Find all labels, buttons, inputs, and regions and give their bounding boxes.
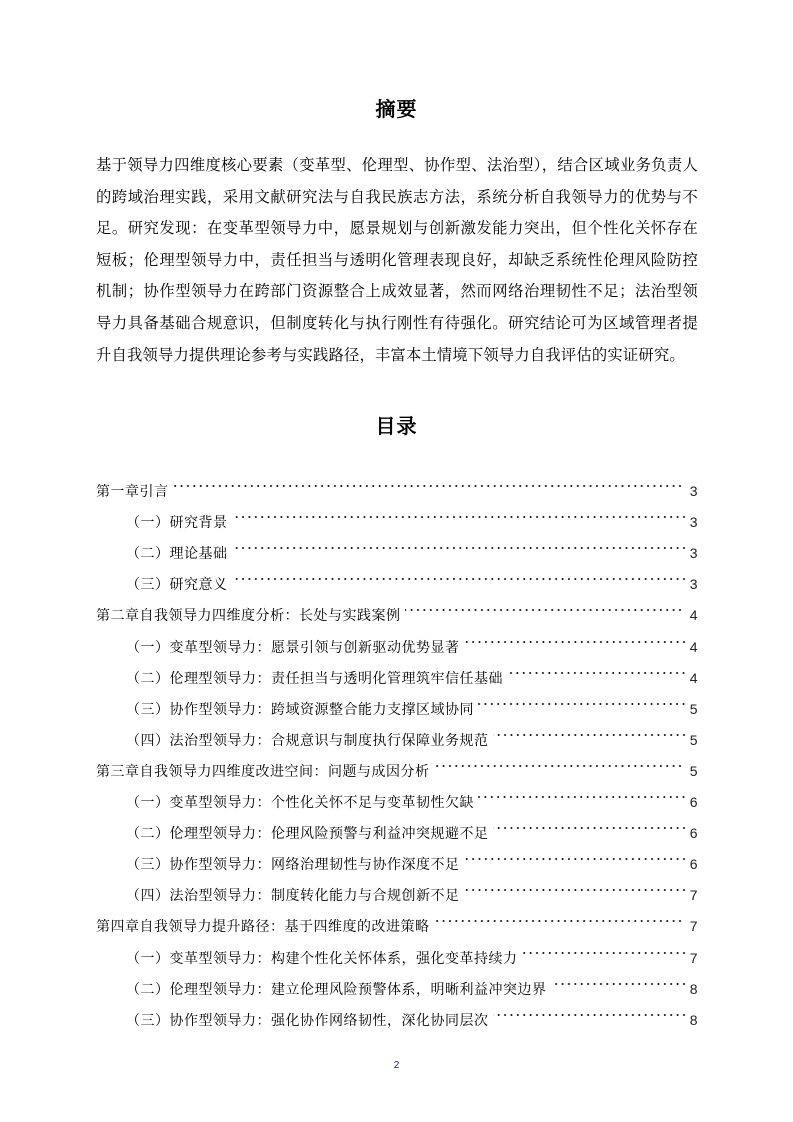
toc-entry-page: 3 bbox=[689, 514, 698, 531]
toc-leader-dots bbox=[232, 558, 687, 589]
toc-entry[interactable] bbox=[96, 496, 698, 532]
toc-entry-page: 5 bbox=[689, 731, 698, 748]
toc-leader-dots bbox=[464, 838, 687, 869]
toc-leader-dots bbox=[464, 869, 687, 900]
toc-entry-page: 3 bbox=[689, 576, 698, 593]
toc-entry-label: （二）理论基础 bbox=[126, 546, 228, 563]
toc-leader-dots bbox=[434, 745, 683, 776]
toc-entry-label: （一）变革型领导力：个性化关怀不足与变革韧性欠缺 bbox=[126, 795, 474, 812]
toc-entry-page: 5 bbox=[689, 700, 698, 717]
toc-leader-dots bbox=[232, 496, 687, 527]
toc-entry-label: （三）协作型领导力：网络治理韧性与协作深度不足 bbox=[126, 857, 460, 874]
toc-entry-page: 3 bbox=[689, 545, 698, 562]
toc-entry-label: （一）变革型领导力：愿景引领与创新驱动优势显著 bbox=[126, 639, 460, 656]
toc-leader-dots bbox=[507, 652, 687, 683]
toc-entry-page: 6 bbox=[689, 825, 698, 842]
toc-entry-label: （三）协作型领导力：强化协作网络韧性，深化协同层次 bbox=[126, 1012, 489, 1029]
toc-leader-dots bbox=[464, 620, 687, 651]
toc-leader-dots bbox=[493, 807, 687, 838]
toc-entry-label: 第二章自我领导力四维度分析：长处与实践案例 bbox=[96, 608, 401, 625]
toc-entry-label: （三）研究意义 bbox=[126, 577, 228, 594]
toc-leader-dots bbox=[522, 931, 687, 962]
toc-leader-dots bbox=[478, 683, 687, 714]
table-of-contents bbox=[96, 465, 698, 1029]
toc-entry-page: 7 bbox=[689, 918, 698, 935]
toc-entry-label: 第一章引言 bbox=[96, 484, 169, 501]
abstract-body: 基于领导力四维度核心要素（变革型、伦理型、协作型、法治型），结合区域业务负责人的跨域治理实践，采用文献研究法与自我民族志方法，系统分析自我领导力的优势与不足。研究发现：在变革型领导力中，愿景规划与创新激发能力突出，但个性化关怀存在短板；伦理型领导力中，责任担当与透明化管理表现良好，却缺乏系统性伦理风险防控机制；协作型领导力在跨部门资源整合上成效显著，然而网络治理韧性不足；法治型领导力具备基础合规意识，但制度转化与执行刚性有待强化。研究结论可为区域管理者提升自我领导力提供理论参考与实践路径，丰富本土情境下领导力自我评估的实证研究。 bbox=[96, 156, 698, 364]
toc-entry-label: （二）伦理型领导力：责任担当与透明化管理筑牢信任基础 bbox=[126, 670, 503, 687]
abstract-title: 摘要 bbox=[375, 97, 418, 121]
toc-entry-label: （一）变革型领导力：构建个性化关怀体系，强化变革持续力 bbox=[126, 950, 518, 967]
toc-entry-page: 8 bbox=[689, 1011, 698, 1028]
toc-leader-dots bbox=[478, 776, 687, 807]
toc-entry-label: （三）协作型领导力：跨域资源整合能力支撑区域协同 bbox=[126, 701, 474, 718]
toc-entry-page: 5 bbox=[689, 762, 698, 779]
toc-entry-page: 4 bbox=[689, 669, 698, 686]
toc-entry-page: 7 bbox=[689, 949, 698, 966]
page-number: 2 bbox=[393, 1060, 400, 1071]
toc-leader-dots bbox=[173, 465, 683, 496]
toc-entry-page: 6 bbox=[689, 794, 698, 811]
toc-leader-dots bbox=[493, 714, 687, 745]
toc-entry-label: （一）研究背景 bbox=[126, 515, 228, 532]
toc-leader-dots bbox=[232, 527, 687, 558]
toc-entry-page: 7 bbox=[689, 887, 698, 904]
toc-entry-label: 第四章自我领导力提升路径：基于四维度的改进策略 bbox=[96, 919, 430, 936]
toc-title: 目录 bbox=[375, 414, 418, 438]
toc-entry-page: 8 bbox=[689, 980, 698, 997]
toc-entry-label: （四）法治型领导力：合规意识与制度执行保障业务规范 bbox=[126, 732, 489, 749]
toc-leader-dots bbox=[405, 589, 683, 620]
toc-entry-page: 3 bbox=[689, 483, 698, 500]
toc-entry-label: （二）伦理型领导力：伦理风险预警与利益冲突规避不足 bbox=[126, 826, 489, 843]
toc-entry-label: 第三章自我领导力四维度改进空间：问题与成因分析 bbox=[96, 763, 430, 780]
toc-leader-dots bbox=[434, 900, 683, 931]
toc-entry-page: 4 bbox=[689, 638, 698, 655]
toc-entry[interactable] bbox=[96, 465, 698, 501]
toc-leader-dots bbox=[551, 963, 687, 994]
toc-entry-page: 6 bbox=[689, 856, 698, 873]
toc-entry-page: 4 bbox=[689, 607, 698, 624]
toc-entry-label: （四）法治型领导力：制度转化能力与合规创新不足 bbox=[126, 888, 460, 905]
toc-entry-label: （二）伦理型领导力：建立伦理风险预警体系，明晰利益冲突边界 bbox=[126, 981, 547, 998]
toc-leader-dots bbox=[493, 994, 687, 1025]
